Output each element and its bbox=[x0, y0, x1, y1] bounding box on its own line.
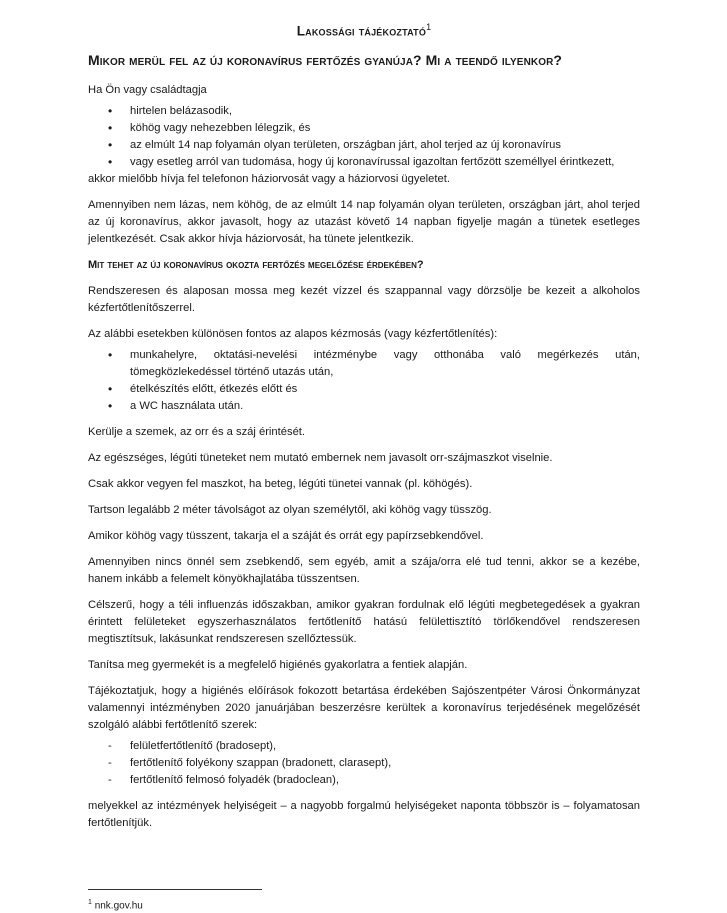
products-list bbox=[88, 738, 640, 789]
dash-icon: - bbox=[108, 774, 112, 786]
handwash-cases-list bbox=[88, 347, 640, 415]
mask-paragraph: Az egészséges, légúti tüneteket nem mutató embernek nem javasolt orr-szájmaszkot viselnie. bbox=[88, 452, 553, 464]
footnote bbox=[88, 896, 143, 912]
footnote-text: nnk.gov.hu bbox=[94, 900, 143, 912]
title-footnote-mark: 1 bbox=[426, 22, 432, 32]
call-doctor-text: akkor mielőbb hívja fel telefonon háziorvosát vagy a háziorvosi ügyeletet. bbox=[88, 173, 450, 185]
symptom-list bbox=[88, 103, 640, 171]
list-item: • vagy esetleg arról van tudomása, hogy új koronavírussal igazoltan fertőzött személlyel érintkezett, bbox=[108, 155, 615, 169]
footnote-divider bbox=[88, 889, 262, 890]
mask-sick-paragraph: Csak akkor vegyen fel maszkot, ha beteg, légúti tünetei vannak (pl. köhögés). bbox=[88, 478, 473, 490]
bullet-icon: • bbox=[108, 104, 113, 118]
face-paragraph: Kerülje a szemek, az orr és a száj érintését. bbox=[88, 426, 306, 438]
intro-text: Ha Ön vagy családtagja bbox=[88, 84, 207, 96]
list-item: - fertőtlenítő felmosó folyadék (bradoclean), bbox=[88, 772, 640, 789]
bullet-icon: • bbox=[108, 155, 113, 169]
handwash-paragraph: Rendszeresen és alaposan mossa meg kezét vízzel és szappannal vagy dörzsölje be kezeit a alkoholos kézfertőtlenítőszerrel. bbox=[88, 285, 640, 314]
info-paragraph: Tájékoztatjuk, hogy a higiénés előírások fokozott betartása érdekében Sajószentpéter Városi Önkormányzat valamennyi intézményben 2020 januárjában beszerzésre kerültek a koronavírus terjedésének megelőzését szolgáló alábbi fertőtlenítő szerek: bbox=[88, 685, 640, 731]
travel-paragraph: Amennyiben nem lázas, nem köhög, de az elmúlt 14 nap folyamán olyan területen, országban járt, ahol terjed az új koronavírus, akkor javasolt, hogy az utazást követő 14 napban figyelje magán a tünetek esetleges jelentkezését. Csak akkor hívja háziorvosát, ha tünete jelentkezik. bbox=[88, 199, 640, 245]
cases-intro: Az alábbi esetekben különösen fontos az alapos kézmosás (vagy kézfertőtlenítés): bbox=[88, 328, 498, 340]
bullet-icon: • bbox=[108, 348, 113, 362]
footnote-mark: 1 bbox=[88, 899, 92, 906]
list-item: • ételkészítés előtt, étkezés előtt és bbox=[108, 382, 298, 396]
cover-paragraph: Amikor köhög vagy tüsszent, takarja el a száját és orrát egy papírzsebkendővel. bbox=[88, 530, 484, 542]
heading-prevention: Mit tehet az új koronavírus okozta fertőzés megelőzése érdekében? bbox=[88, 259, 424, 271]
bullet-icon: • bbox=[108, 121, 113, 135]
list-item: • az elmúlt 14 nap folyamán olyan területen, országban járt, ahol terjed az új koronavírus bbox=[108, 138, 561, 152]
text-flow bbox=[88, 82, 640, 832]
list-item: • köhög vagy nehezebben lélegzik, és bbox=[108, 121, 311, 135]
list-item: • a WC használata után. bbox=[108, 399, 244, 413]
list-item: • munkahelyre, oktatási-nevelési intézménybe vagy otthonába való megérkezés után, tömegközlekedéssel történő utazás után, bbox=[108, 348, 640, 378]
heading-suspicion: Mikor merül fel az új koronavírus fertőzés gyanúja? Mi a teendő ilyenkor? bbox=[88, 52, 563, 68]
list-item: - fertőtlenítő folyékony szappan (bradonett, clarasept), bbox=[88, 755, 640, 772]
bullet-icon: • bbox=[108, 399, 113, 413]
list-item: - felületfertőtlenítő (bradosept), bbox=[88, 738, 640, 755]
dash-icon: - bbox=[108, 740, 112, 752]
distance-paragraph: Tartson legalább 2 méter távolságot az olyan személytől, aki köhög vagy tüsszög. bbox=[88, 504, 492, 516]
dash-icon: - bbox=[108, 757, 112, 769]
document-title: Lakossági tájékoztató$^1$ bbox=[296, 22, 432, 39]
list-item: • hirtelen belázasodik, bbox=[108, 104, 232, 118]
children-paragraph: Tanítsa meg gyermekét is a megfelelő higiénés gyakorlatra a fentiek alapján. bbox=[88, 659, 468, 671]
final-paragraph: melyekkel az intézmények helyiségeit – a nagyobb forgalmú helyiségeket naponta többször is – folyamatosan fertőtlenítjük. bbox=[88, 800, 640, 829]
elbow-paragraph: Amennyiben nincs önnél sem zsebkendő, sem egyéb, amit a szája/orra elé tud tenni, akkor se a kezébe, hanem inkább a felemelt könyökhajlatába tüsszentsen. bbox=[88, 556, 640, 585]
surfaces-paragraph: Célszerű, hogy a téli influenzás időszakban, amikor gyakran fordulnak elő légúti megbetegedések a gyakran érintett felületeket egyszerhasználatos fertőtlenítő hatású felülettisztító törlőkendővel rendszeresen megtisztítsuk, lakásunkat rendszeresen szellőztessük. bbox=[88, 599, 640, 645]
bullet-icon: • bbox=[108, 382, 113, 396]
bullet-icon: • bbox=[108, 138, 113, 152]
